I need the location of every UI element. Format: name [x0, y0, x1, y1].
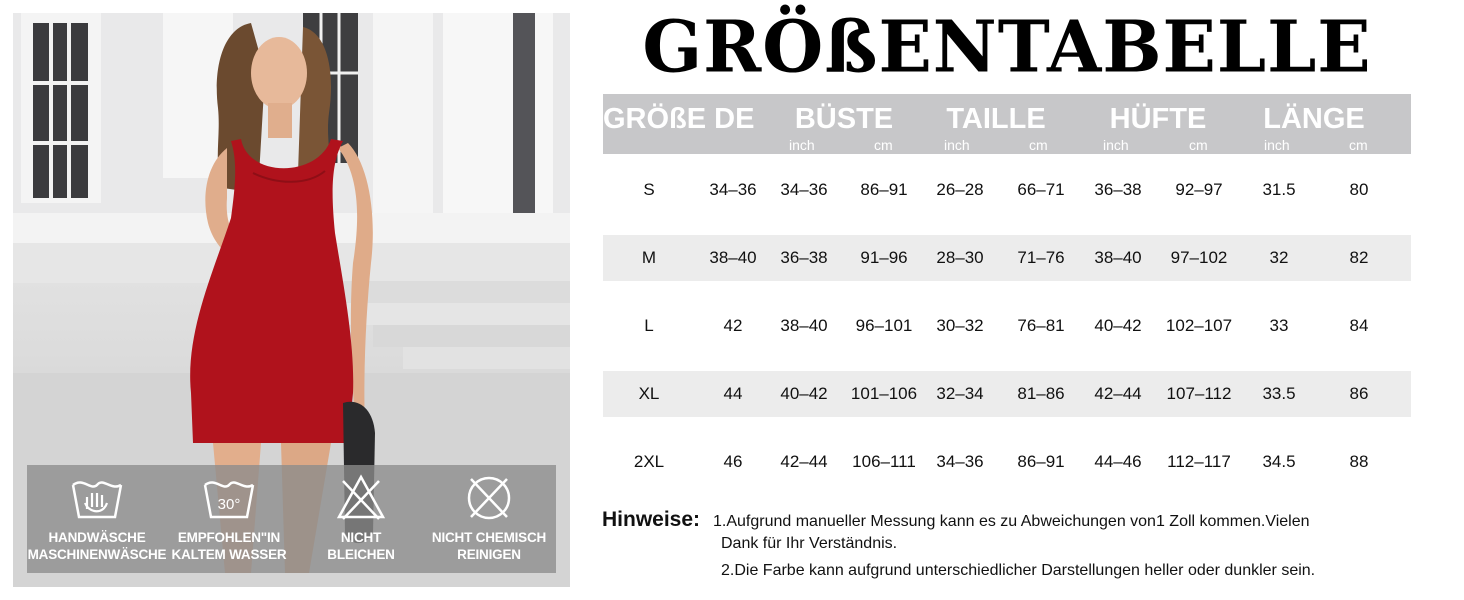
no-dry-clean-icon — [461, 473, 517, 523]
cell-length-inch: 31.5 — [1262, 180, 1296, 199]
no-bleach-icon — [333, 473, 389, 523]
cell-length-cm: 80 — [1349, 180, 1369, 199]
cell-hip-cm: 97–102 — [1170, 248, 1228, 267]
wash-30-icon — [201, 473, 257, 523]
care-label-line1: NICHT — [340, 530, 382, 545]
cell-de: 44 — [723, 384, 743, 403]
notes-label: Hinweise: — [602, 508, 701, 531]
cell-length-inch: 33 — [1269, 316, 1289, 335]
note-2: 2.Die Farbe kann aufgrund unterschiedlicher Darstellungen heller oder dunkler sein. — [721, 562, 1316, 579]
cell-de: 42 — [723, 316, 743, 335]
cell-bust-cm: 106–111 — [852, 452, 916, 471]
cell-size: 2XL — [633, 452, 665, 471]
cell-bust-inch: 42–44 — [780, 452, 828, 471]
cell-hip-cm: 92–97 — [1175, 180, 1223, 199]
cell-hip-cm: 102–107 — [1165, 316, 1233, 335]
cell-size: XL — [638, 384, 660, 403]
cell-waist-inch: 34–36 — [936, 452, 984, 471]
product-photo — [13, 13, 570, 587]
cell-hip-inch: 36–38 — [1094, 180, 1142, 199]
cell-waist-cm: 76–81 — [1017, 316, 1065, 335]
care-label-line2: KALTEM WASSER — [171, 547, 287, 562]
cell-bust-inch: 40–42 — [780, 384, 828, 403]
cell-length-inch: 33.5 — [1262, 384, 1296, 403]
care-label-line1: HANDWÄSCHE — [48, 530, 146, 545]
cell-waist-inch: 30–32 — [936, 316, 984, 335]
cell-bust-cm: 86–91 — [860, 180, 908, 199]
cell-length-cm: 82 — [1349, 248, 1369, 267]
cell-de: 46 — [723, 452, 743, 471]
cell-hip-cm: 107–112 — [1166, 384, 1232, 403]
care-item-no-dry-clean — [419, 465, 559, 573]
cell-hip-inch: 44–46 — [1094, 452, 1142, 471]
cell-waist-inch: 32–34 — [936, 384, 984, 403]
header-bust: BÜSTE — [794, 103, 894, 135]
cell-hip-inch: 38–40 — [1094, 248, 1142, 267]
header-length-cm: cm — [1349, 137, 1368, 153]
care-label-line2: REINIGEN — [457, 547, 521, 562]
header-bust-inch: inch — [789, 137, 815, 153]
cell-bust-cm: 91–96 — [860, 248, 908, 267]
table-row — [603, 235, 1411, 281]
cell-hip-cm: 112–117 — [1167, 452, 1231, 471]
care-label-line2: MASCHINENWÄSCHE — [27, 547, 167, 562]
cell-bust-cm: 101–106 — [850, 384, 918, 403]
cell-waist-cm: 66–71 — [1017, 180, 1065, 199]
cell-length-cm: 88 — [1349, 452, 1369, 471]
care-item-hand-wash — [27, 465, 167, 573]
cell-length-cm: 84 — [1349, 316, 1369, 335]
cell-hip-inch: 42–44 — [1094, 384, 1142, 403]
header-hip: HÜFTE — [1109, 103, 1207, 135]
cell-waist-cm: 86–91 — [1017, 452, 1065, 471]
cell-de: 34–36 — [709, 180, 757, 199]
cell-size: S — [643, 180, 655, 199]
cell-bust-inch: 38–40 — [780, 316, 828, 335]
note-1-line-2: Dank für Ihr Verständnis. — [721, 535, 898, 552]
care-label-line1: EMPFOHLEN"IN — [177, 530, 281, 545]
table-row — [603, 167, 1411, 213]
cell-length-inch: 32 — [1269, 248, 1289, 267]
care-item-no-bleach — [291, 465, 431, 573]
hand-wash-icon — [69, 473, 125, 523]
cell-waist-inch: 28–30 — [936, 248, 984, 267]
header-size-de: GRÖßE DE — [603, 103, 755, 135]
cell-waist-cm: 71–76 — [1017, 248, 1065, 267]
size-table-header — [603, 94, 1411, 154]
header-bust-cm: cm — [874, 137, 893, 153]
cell-waist-cm: 81–86 — [1017, 384, 1065, 403]
cell-size: L — [644, 316, 654, 335]
care-label-line2: BLEICHEN — [327, 547, 395, 562]
cell-length-cm: 86 — [1349, 384, 1369, 403]
cell-de: 38–40 — [709, 248, 757, 267]
cell-waist-inch: 26–28 — [936, 180, 984, 199]
header-waist: TAILLE — [946, 103, 1046, 135]
header-hip-inch: inch — [1103, 137, 1129, 153]
table-row — [603, 303, 1411, 349]
page-title: GRÖßENTABELLE — [642, 4, 1372, 89]
care-label-line1: NICHT CHEMISCH — [431, 530, 547, 545]
cell-length-inch: 34.5 — [1262, 452, 1296, 471]
cell-size: M — [641, 248, 657, 267]
header-hip-cm: cm — [1189, 137, 1208, 153]
cell-bust-cm: 96–101 — [855, 316, 913, 335]
table-row — [603, 371, 1411, 417]
table-row — [603, 439, 1411, 485]
wash-temp-label: 30° — [217, 496, 241, 513]
header-length-inch: inch — [1264, 137, 1290, 153]
header-length: LÄNGE — [1263, 103, 1365, 135]
cell-hip-inch: 40–42 — [1094, 316, 1142, 335]
care-instructions-bar — [27, 465, 556, 573]
cell-bust-inch: 34–36 — [780, 180, 828, 199]
note-1-line-1: 1.Aufgrund manueller Messung kann es zu Abweichungen von1 Zoll kommen.Vielen — [713, 513, 1310, 530]
cell-bust-inch: 36–38 — [780, 248, 828, 267]
header-waist-cm: cm — [1029, 137, 1048, 153]
header-waist-inch: inch — [944, 137, 970, 153]
care-item-wash-30 — [159, 465, 299, 573]
